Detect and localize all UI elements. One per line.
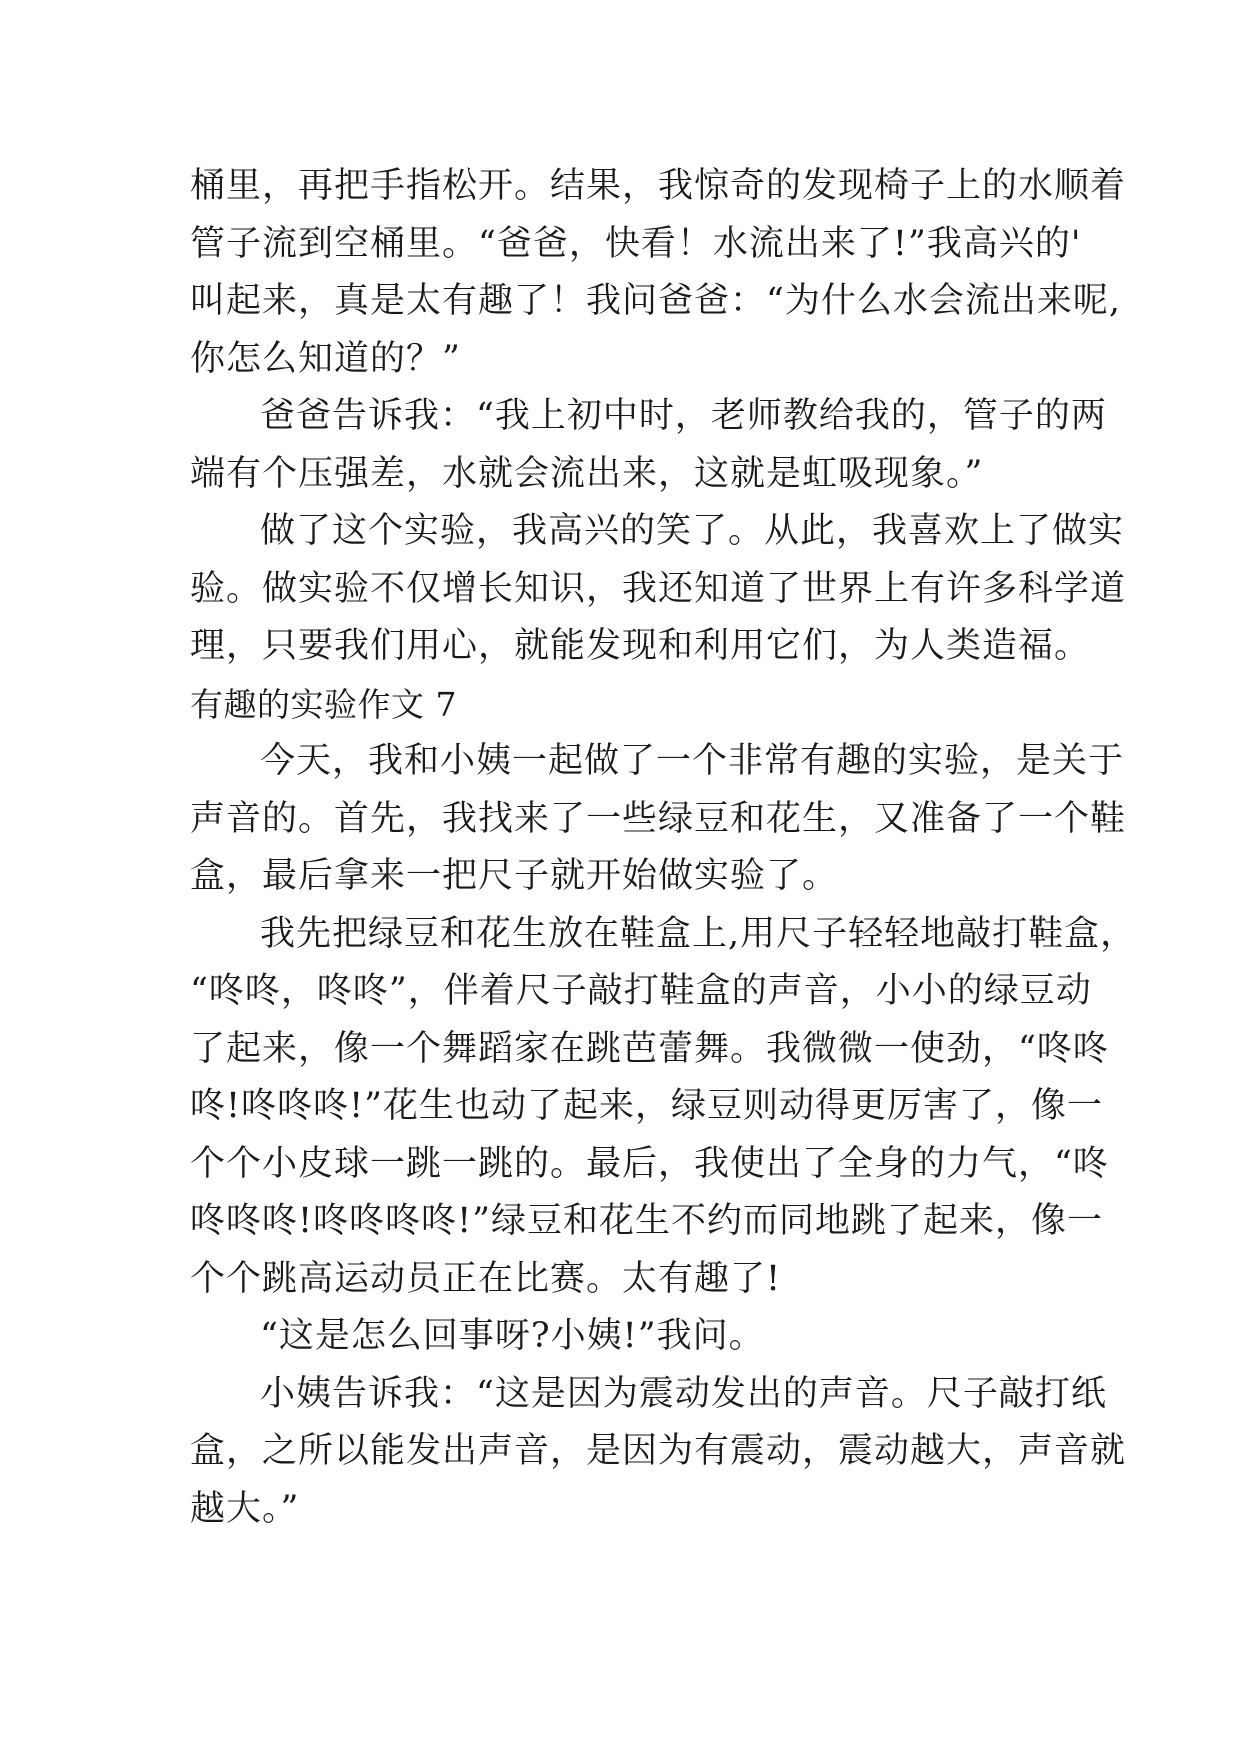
paragraph-start-line: 今天，我和小姨一起做了一个非常有趣的实验，是关于	[260, 741, 1125, 781]
text-line: 个个小皮球一跳一跳的。最后，我使出了全身的力气，“咚	[190, 1143, 1109, 1184]
paragraph-start-line: “这是怎么回事呀?小姨!”我问。	[260, 1316, 765, 1356]
section-heading: 有趣的实验作文 7	[190, 684, 457, 724]
text-line: 盒，最后拿来一把尺子就开始做实验了。	[190, 856, 839, 896]
text-line: 咚咚咚!咚咚咚咚!”绿豆和花生不约而同地跳了起来，像一	[190, 1201, 1104, 1241]
paragraph-start-line: 我先把绿豆和花生放在鞋盒上,用尺子轻轻地敲打鞋盒，	[260, 913, 1137, 954]
text-line: 声音的。首先，我找来了一些绿豆和花生，又准备了一个鞋	[190, 798, 1127, 839]
text-line: 桶里，再把手指松开。结果，我惊奇的发现椅子上的水顺着	[190, 166, 1127, 206]
text-line: 管子流到空桶里。“爸爸，快看！水流出来了!”我高兴的'	[190, 223, 1082, 264]
text-line: 越大。”	[190, 1488, 300, 1529]
paragraph-start-line: 小姨告诉我：“这是因为震动发出的声音。尺子敲打纸	[260, 1373, 1107, 1414]
text-line: 咚!咚咚咚!”花生也动了起来，绿豆则动得更厉害了，像一	[190, 1086, 1104, 1126]
text-line: 个个跳高运动员正在比赛。太有趣了!	[190, 1258, 782, 1299]
paragraph-start-line: 做了这个实验，我高兴的笑了。从此，我喜欢上了做实	[260, 511, 1125, 551]
text-line: 理，只要我们用心，就能发现和利用它们，为人类造福。	[190, 626, 1091, 666]
text-line: 你怎么知道的？”	[190, 338, 461, 379]
text-line: 验。做实验不仅增长知识，我还知道了世界上有许多科学道	[190, 568, 1127, 609]
text-line: 叫起来，真是太有趣了！我问爸爸：“为什么水会流出来呢,	[190, 281, 1122, 321]
text-line: 了起来，像一个舞蹈家在跳芭蕾舞。我微微一使劲，“咚咚	[190, 1028, 1109, 1069]
document-body	[190, 158, 1137, 1538]
text-line: 盒，之所以能发出声音，是因为有震动，震动越大，声音就	[190, 1431, 1127, 1471]
text-line: 端有个压强差，水就会流出来，这就是虹吸现象。”	[190, 453, 984, 494]
paragraph-start-line: 爸爸告诉我：“我上初中时，老师教给我的，管子的两	[260, 396, 1107, 436]
text-line: “咚咚，咚咚”，伴着尺子敲打鞋盒的声音，小小的绿豆动	[190, 971, 1092, 1011]
